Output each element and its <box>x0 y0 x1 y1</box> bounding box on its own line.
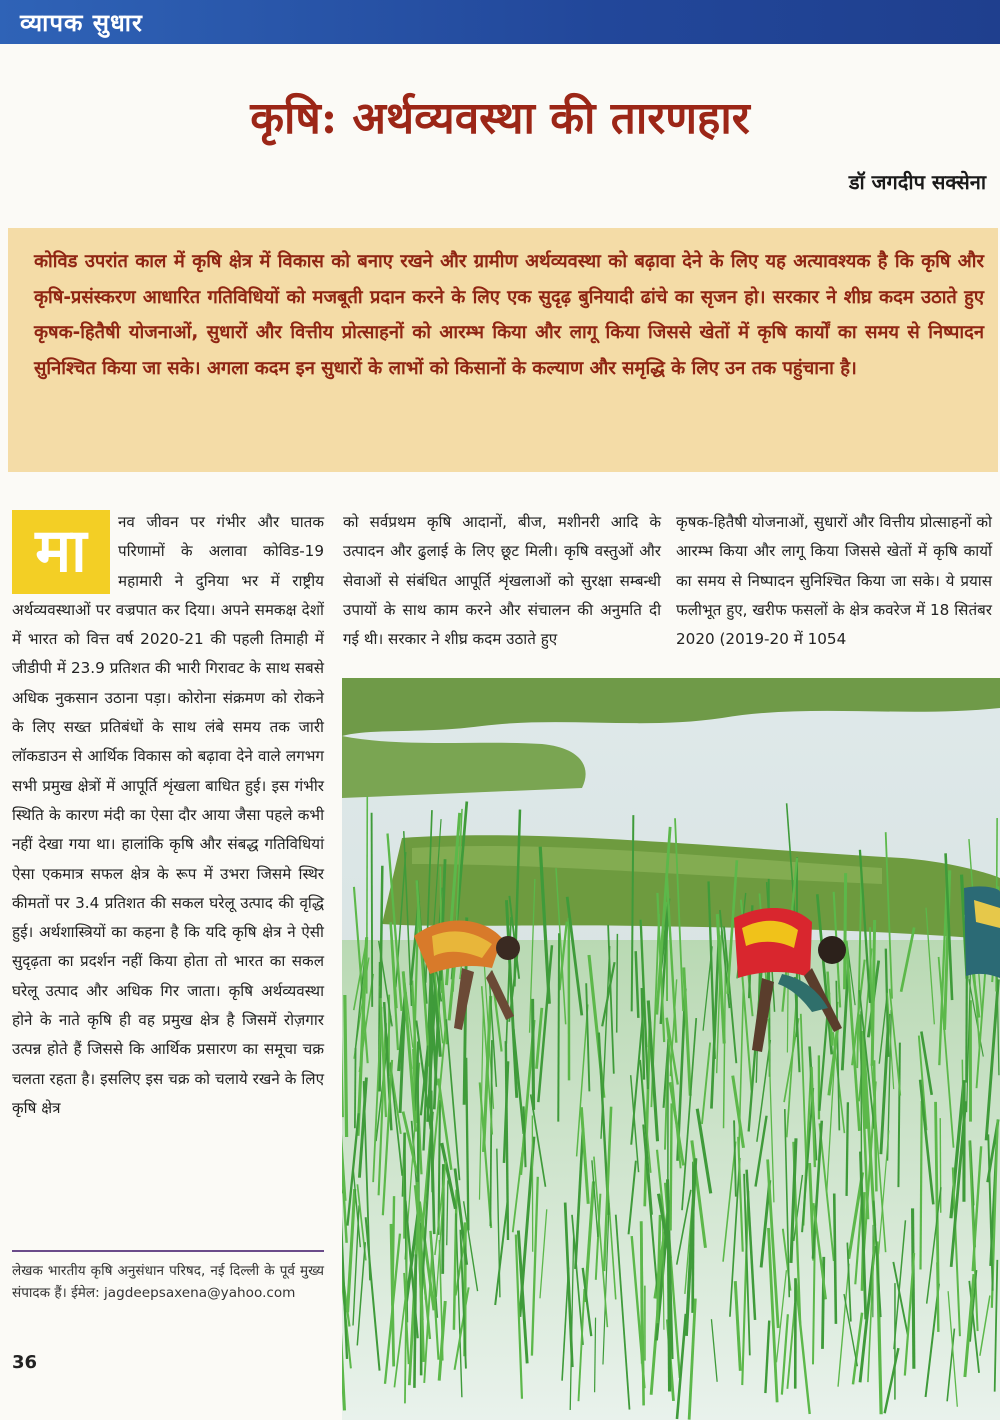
seedling-stroke <box>913 1208 914 1368</box>
seedling-stroke <box>372 813 373 1007</box>
article-title: कृषि: अर्थव्यवस्था की तारणहार <box>250 93 750 144</box>
body-column-2 <box>343 508 661 654</box>
seedling-stroke <box>430 950 431 1108</box>
author-footnote: लेखक भारतीय कृषि अनुसंधान परिषद, नई दिल्ली के पूर्व मुख्य संपादक हैं। ईमेल: jagdeepsaxena@yahoo.com <box>12 1263 324 1301</box>
seedling-stroke <box>921 1101 922 1270</box>
seedling-stroke <box>392 1196 394 1305</box>
seedling-stroke <box>937 1262 938 1332</box>
seedling-stroke <box>533 999 534 1110</box>
rice-field-photo <box>342 678 1000 1420</box>
page-number: 36 <box>12 1352 38 1373</box>
dropcap-letter: मा <box>35 516 87 586</box>
column-3-text: कृषक-हितैषी योजनाओं, सुधारों और वित्तीय प्रोत्साहनों को आरम्भ किया और लागू किया जिससे खेतों में कृषि कार्यो का समय से निष्पादन सुनिश्चित किया जा सके। ये प्रयास फलीभूत हुए, खरीफ फसलों के क्षेत्र कवरेज में 18 सितंबर 2020 (2019-20 में 1054 <box>676 513 992 649</box>
seedling-stroke <box>345 995 347 1137</box>
seedling-stroke <box>845 873 846 989</box>
body-column-3 <box>676 508 992 654</box>
author-byline: डॉ जगदीप सक्सेना <box>848 170 986 194</box>
seedling-stroke <box>355 1048 356 1128</box>
dropcap <box>12 510 110 594</box>
section-label: व्यापक सुधार <box>20 9 143 37</box>
section-header-bar <box>0 0 1000 44</box>
seedling-stroke <box>847 1102 848 1196</box>
body-column-1 <box>12 508 324 1123</box>
seedling-stroke <box>617 934 618 1033</box>
column-2-text: को सर्वप्रथम कृषि आदानों, बीज, मशीनरी आदि के उत्पादन और ढुलाई के लिए छूट मिली। कृषि वस्तुओं और सेवाओं से संबंधित आपूर्ति शृंखलाओं को सुरक्षा सम्बन्धी उपायों के साथ काम करने और संचालन की अनुमति दी गई थी। सरकार ने शीघ्र कदम उठाते हुए <box>343 513 661 649</box>
farm-worker-right <box>964 886 1000 978</box>
lead-paragraph: कोविड उपरांत काल में कृषि क्षेत्र में विकास को बनाए रखने और ग्रामीण अर्थव्यवस्था को बढ़ावा देने के लिए यह अत्यावश्यक है कि कृषि और कृषि-प्रसंस्करण आधारित गतिविधियों को मजबूती प्रदान करने के लिए एक सुदृढ़ बुनियादी ढांचे का सृजन हो। सरकार ने शीघ्र कदम उठाते हुए कृषक-हितैषी योजनाओं, सुधारों और वित्तीय प्रोत्साहनों को आरम्भ किया और लागू किया जिससे खेतों में कृषि कार्यों का समय से निष्पादन सुनिश्चित किया जा सके। अगला कदम इन सुधारों के लाभों को किसानों के कल्याण और समृद्धि के लिए उन तक पहुंचाना है। <box>34 251 984 379</box>
column-1-text: नव जीवन पर गंभीर और घातक परिणामों के अलावा कोविड-19 महामारी ने दुनिया भर में राष्ट्रीय अर्थव्यवस्थाओं पर वज्रपात कर दिया। अपने समकक्ष देशों में भारत को वित्त वर्ष 2020-21 की पहली तिमाही में जीडीपी में 23.9 प्रतिशत की भारी गिरावट के साथ सबसे अधिक नुकसान उठाना पड़ा। कोरोना संक्रमण को रोकने के लिए सख्त प्रतिबंधों के साथ लंबे समय तक जारी लॉकडाउन से आर्थिक विकास को बढ़ावा देने वाले लगभग सभी प्रमुख क्षेत्रों में आपूर्ति शृंखला बाधित हुई। इस गंभीर स्थिति के कारण मंदी का ऐसा दौर आया जैसा पहले कभी नहीं देखा गया था। हालांकि कृषि और संबद्ध गतिविधियां ऐसा एकमात्र सफल क्षेत्र के रूप में उभरा जिसमे स्थिर कीमतों पर 3.4 प्रतिशत की सकल घरेलू उत्पाद की वृद्धि हुई। अर्थशास्त्रियों का कहना है कि यदि कृषि क्षेत्र ने ऐसी सुदृढ़ता का प्रदर्शन नहीं किया होता तो भारत का सकल घरेलू उत्पाद और अधिक गिर जाता। कृषि अर्थव्यवस्था होने के नाते कृषि ही वह प्रमुख क्षेत्र है जिसमें रोज़गार उत्पन्न होते हैं जिससे कि आर्थिक प्रसारण का समूचा चक्र चलता रहता है। इसलिए इस चक्र को चलाये रखने के लिए कृषि क्षेत्र <box>12 513 324 1117</box>
seedling-stroke <box>669 1248 670 1392</box>
seedling-stroke <box>834 1194 836 1324</box>
seedling-stroke <box>671 1103 672 1230</box>
seedling-stroke <box>558 933 559 1121</box>
footnote-divider <box>12 1250 324 1252</box>
